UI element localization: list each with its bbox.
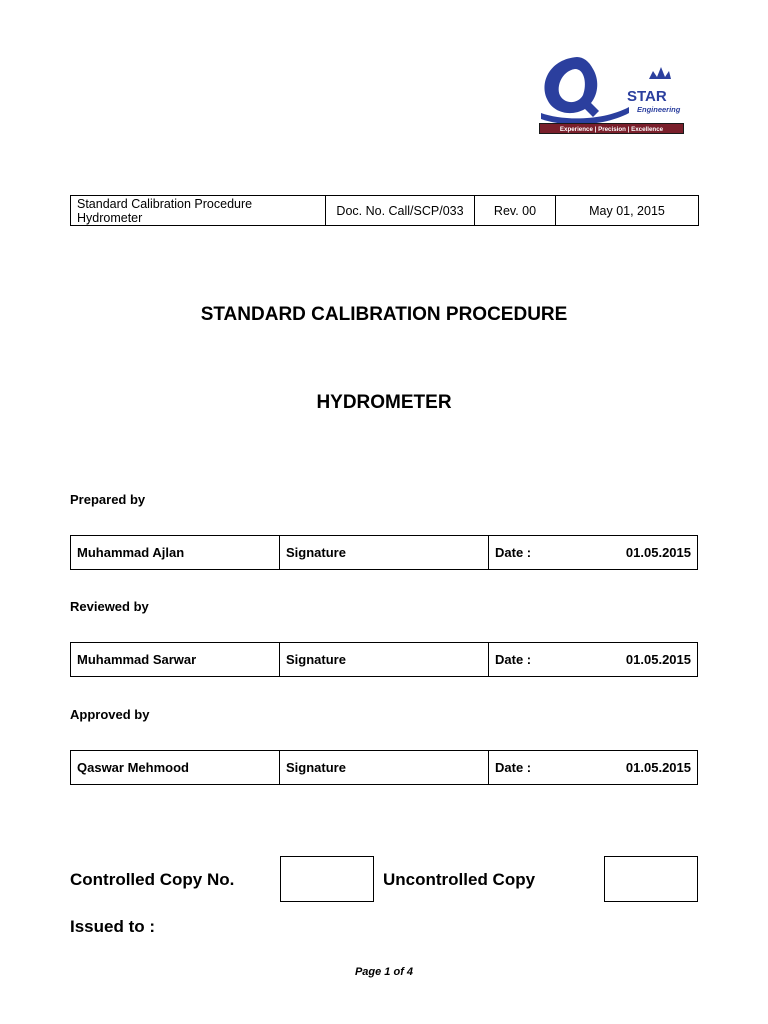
issued-to-label: Issued to : — [70, 917, 156, 936]
prepared-by-label: Prepared by — [70, 492, 146, 507]
company-logo — [533, 43, 691, 141]
logo-tagline: Experience | Precision | Excellence — [559, 126, 664, 133]
prepared-by-date-cell — [489, 536, 698, 570]
controlled-copy-label: Controlled Copy No. — [70, 870, 235, 889]
prepared-by-date: 01.05.2015 — [625, 545, 691, 560]
approved-by-name: Qaswar Mehmood — [71, 751, 280, 785]
document-header-table — [70, 195, 699, 226]
document-title: STANDARD CALIBRATION PROCEDURE — [200, 304, 568, 325]
header-title-cell — [71, 196, 326, 226]
approved-by-date: 01.05.2015 — [625, 760, 691, 775]
header-doc-no: Doc. No. Call/SCP/033 — [326, 196, 475, 226]
prepared-by-date-label: Date : — [495, 545, 532, 560]
prepared-by-table — [70, 535, 698, 570]
uncontrolled-copy-label: Uncontrolled Copy — [383, 870, 536, 889]
page-number: Page 1 of 4 — [354, 966, 414, 978]
reviewed-by-date: 01.05.2015 — [625, 652, 691, 667]
uncontrolled-copy-box[interactable] — [604, 856, 698, 902]
approved-by-signature: Signature — [280, 751, 489, 785]
header-title-line1: Standard Calibration Procedure — [77, 196, 253, 211]
logo-brand-subtext: Engineering — [637, 105, 681, 114]
header-date: May 01, 2015 — [556, 196, 699, 226]
reviewed-by-date-label: Date : — [495, 652, 532, 667]
controlled-copy-box[interactable] — [280, 856, 374, 902]
prepared-by-name: Muhammad Ajlan — [71, 536, 280, 570]
logo-brand-text: STAR — [627, 88, 667, 105]
reviewed-by-name: Muhammad Sarwar — [71, 643, 280, 677]
header-revision: Rev. 00 — [475, 196, 556, 226]
reviewed-by-table — [70, 642, 698, 677]
reviewed-by-date-cell — [489, 643, 698, 677]
header-title-line2: Hydrometer — [77, 210, 143, 225]
reviewed-by-label: Reviewed by — [70, 599, 149, 614]
approved-by-date-cell — [489, 751, 698, 785]
prepared-by-signature: Signature — [280, 536, 489, 570]
approved-by-label: Approved by — [70, 707, 150, 722]
document-subtitle: HYDROMETER — [316, 392, 452, 413]
reviewed-by-signature: Signature — [280, 643, 489, 677]
approved-by-date-label: Date : — [495, 760, 532, 775]
approved-by-table — [70, 750, 698, 785]
